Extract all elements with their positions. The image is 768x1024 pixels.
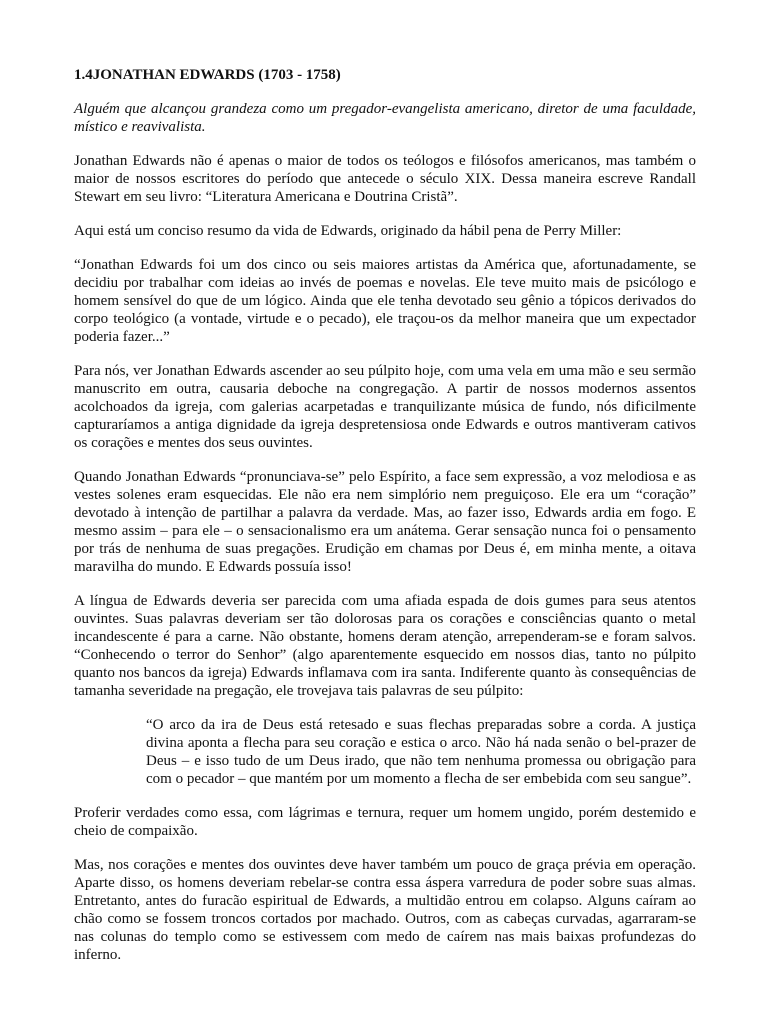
section-subtitle: Alguém que alcançou grandeza como um pregador-evangelista americano, diretor de uma faculdade, místico e reavivalista. <box>74 101 696 135</box>
paragraph-intro: Jonathan Edwards não é apenas o maior de todos os teólogos e filósofos americanos, mas também o maior de nossos escritores do período que antecede o século XIX. Dessa maneira escreve Randall Stewart em seu livro: “Literatura Americana e Doutrina Cristã”. <box>74 153 696 205</box>
paragraph-miller-quote: “Jonathan Edwards foi um dos cinco ou seis maiores artistas da América que, afortunadamente, se decidiu por trabalhar com ideias ao invés de poemas e novelas. Ele teve muito mais de psicólogo e homem sensível do que de um lógico. Ainda que ele tenha devotado seu gênio a tópicos derivados do corpo teológico (a vontade, virtude e o pecado), ele traçou-os da melhor maneira que um expectador poderia fazer...” <box>74 257 696 345</box>
paragraph-anointed: Proferir verdades como essa, com lágrimas e ternura, requer um homem ungido, porém destemido e cheio de compaixão. <box>74 805 696 839</box>
section-heading: 1.4JONATHAN EDWARDS (1703 - 1758) <box>74 67 341 83</box>
document-page <box>74 66 696 980</box>
paragraph-grace: Mas, nos corações e mentes dos ouvintes deve haver também um pouco de graça prévia em operação. Aparte disso, os homens deveriam rebelar-se contra essa áspera varredura de poder sobre suas almas. Entretanto, antes do furacão espiritual de Edwards, a multidão entrou em colapso. Alguns caíram ao chão como se fossem troncos cortados por machado. Outros, com as cabeças curvadas, agarraram-se nas colunas do templo como se estivessem com medo de caírem nas mais baixas profundezas do inferno. <box>74 857 696 963</box>
sermon-block-quote: “O arco da ira de Deus está retesado e suas flechas preparadas sobre a corda. A justiça divina aponta a flecha para seu coração e estica o arco. Não há nada senão o bel-prazer de Deus – e isso tudo de um Deus irado, que não tem nenhuma promessa ou obrigação para com o pecador – que mantém por um momento a flecha de ser embebida com seu sangue”. <box>146 717 696 787</box>
paragraph-pulpit: Para nós, ver Jonathan Edwards ascender ao seu púlpito hoje, com uma vela em uma mão e seu sermão manuscrito em outra, causaria deboche na congregação. A partir de nossos modernos assentos acolchoados da igreja, com galerias acarpetadas e tranquilizante música de fundo, nós dificilmente capturaríamos a antiga dignidade da igreja despretensiosa onde Edwards e outros mantiveram cativos os corações e mentes dos seus ouvintes. <box>74 363 696 451</box>
paragraph-spirit: Quando Jonathan Edwards “pronunciava-se” pelo Espírito, a face sem expressão, a voz melodiosa e as vestes solenes eram esquecidas. Ele não era nem simplório nem preguiçoso. Ele era um “coração” devotado à intenção de partilhar a palavra da verdade. Mas, ao fazer isso, Edwards ardia em fogo. E mesmo assim – para ele – o sensacionalismo era um anátema. Gerar sensação nunca foi o pensamento por trás de nenhuma de suas pregações. Erudição em chamas por Deus é, em minha mente, a oitava maravilha do mundo. E Edwards possuía isso! <box>74 469 696 575</box>
paragraph-tongue: A língua de Edwards deveria ser parecida com uma afiada espada de dois gumes para seus atentos ouvintes. Suas palavras deveriam ser tão dolorosas para os corações e consciências quanto o metal incandescente é para a carne. Não obstante, homens deram atenção, arrependeram-se e foram salvos. “Conhecendo o terror do Senhor” (algo aparentemente esquecido em nossos dias, tanto no púlpito quanto nos bancos da igreja) Edwards inflamava com ira santa. Indiferente quanto às consequências de tamanha severidade na pregação, ele trovejava tais palavras de seu púlpito: <box>74 593 696 699</box>
paragraph-summary-intro: Aqui está um conciso resumo da vida de Edwards, originado da hábil pena de Perry Miller: <box>74 223 622 239</box>
